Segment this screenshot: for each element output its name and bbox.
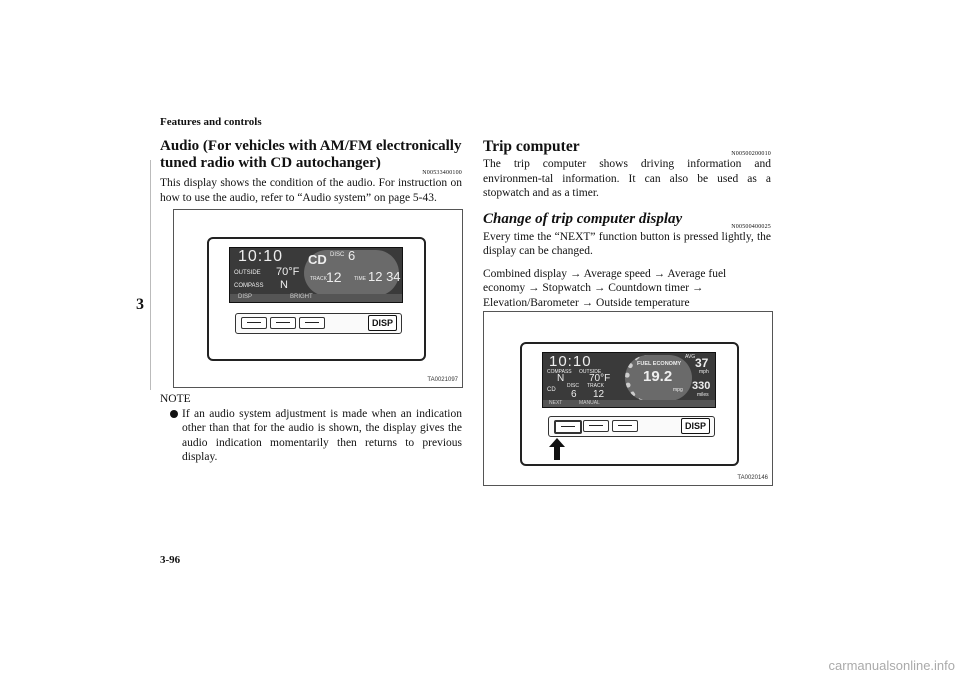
disc-number: 6 [348,248,356,263]
manual-tab: MANUAL [579,400,600,406]
function-button-2[interactable] [583,420,609,432]
audio-body: This display shows the condition of the audio. For instruction on how to use the audio, refer to “Audio system” on page 5-43. [160,177,462,204]
audio-figure [173,209,463,388]
trip-disp-button[interactable]: DISP [681,418,710,434]
display-sequence: Combined display → Average speed → Average fuel economy → Stopwatch → Countdown timer → Elevation/Barometer → Outside temperature [483,267,727,309]
section-header: Features and controls [160,116,262,128]
trip-body: The trip computer shows driving information and environmen-tal information. It can also be used as a stopwatch and as a timer. [483,158,771,199]
fuel-economy-label: FUEL ECONOMY [637,361,682,367]
speed-unit: mph [699,369,709,375]
time-label: TIME [354,276,366,282]
compass-label: COMPASS [234,283,264,289]
trip-code: N00500200010 [731,151,771,157]
disp-button[interactable]: DISP [368,315,397,331]
watermark: carmanualsonline.info [828,658,955,673]
audio-code: N00533400100 [422,170,462,176]
left-column [160,138,462,205]
change-display-heading: Change of trip computer display [483,210,683,227]
disc-label: DISC [330,252,345,258]
play-time: 12 34 [368,269,401,284]
trip-lcd [542,352,716,408]
track-number: 12 [326,269,342,285]
outside-temp: 70°F [276,266,300,278]
trip-outside-temp: 70°F [589,373,611,384]
audio-lcd [229,247,403,303]
disp-tab: DISP [238,294,253,300]
trip-figure [483,311,773,486]
trip-tab-strip [543,400,715,407]
speed-value: 37 [695,356,709,370]
bright-tab: BRIGHT [290,294,313,300]
change-display-code: N00500400025 [731,223,771,230]
compass-dir: N [280,279,288,291]
function-button-1[interactable] [241,317,267,329]
trip-compass-label: COMPASS [547,369,572,375]
trip-clock: 10:10 [549,353,592,370]
audio-heading: Audio (For vehicles with AM/FM electronically tuned radio with CD autochanger) [160,138,462,171]
trip-track-label: TRACK [587,383,604,389]
trip-heading: Trip computer [483,138,580,155]
chapter-tab [114,160,151,390]
avg-label: AVG [685,354,696,360]
track-label: TRACK [310,276,327,282]
note-bullet-icon [170,410,178,418]
trip-compass-dir: N [557,373,565,384]
function-button-3[interactable] [612,420,638,432]
range-value: 330 [692,380,711,392]
audio-display-bezel [207,237,426,361]
page-number: 3-96 [160,554,181,566]
audio-tab-strip [230,294,402,302]
right-column [483,138,771,310]
range-unit: miles [697,392,709,398]
function-button-2[interactable] [270,317,296,329]
trip-display-bezel [520,342,739,466]
trip-outside-label: OUTSIDE [579,369,602,375]
next-button[interactable] [554,420,582,434]
note-label: NOTE [160,393,191,405]
chapter-number: 3 [136,296,144,313]
trip-disc-number: 6 [571,389,577,400]
trip-button-row [548,416,715,437]
trip-figure-code: TA0020146 [737,475,768,481]
change-display-body: Every time the “NEXT” function button is pressed lightly, the display can be changed. [483,230,771,257]
note-block [160,392,462,465]
trip-track-number: 12 [593,389,605,400]
fuel-economy-value: 19.2 [643,368,673,385]
fuel-unit: mpg [673,387,683,393]
audio-figure-code: TA0021097 [427,377,458,383]
note-text: If an audio system adjustment is made when an indication other than that for the audio is shown, the display gives the audio indication momentarily then returns to previous display. [182,407,462,463]
trip-cd: CD [547,387,556,393]
audio-button-row [235,313,402,334]
cd-indicator: CD [308,252,327,267]
trip-disc-label: DISC [567,383,579,389]
outside-label: OUTSIDE [234,270,261,276]
next-tab: NEXT [549,400,563,406]
function-button-3[interactable] [299,317,325,329]
clock: 10:10 [238,248,284,265]
press-arrow-icon [549,438,565,460]
